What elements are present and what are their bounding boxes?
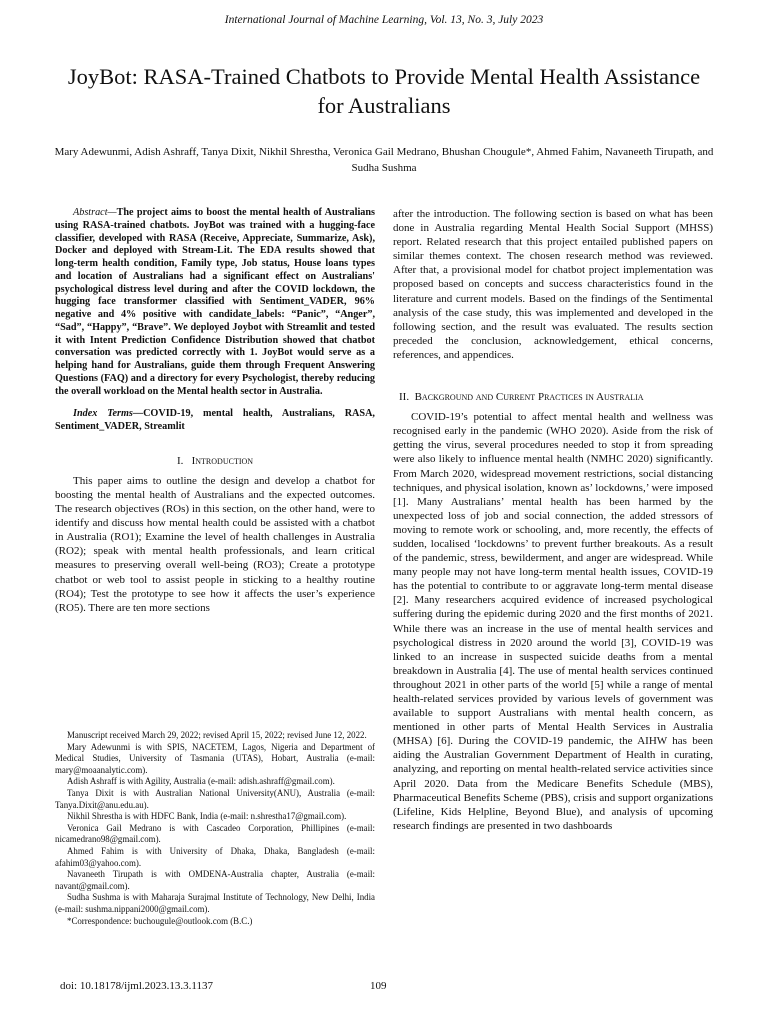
index-terms-text: COVID-19, mental health, Australians, RASA, Sentiment_VADER, Streamlit <box>55 408 375 432</box>
introduction-paragraph: This paper aims to outline the design and develop a chatbot for boosting the mental health of Australians and the expected outcomes. The research objectives (ROs) in this section, on the other hand, were to identify and discuss how mental health could be assisted with a chatbot in Australia (RO1); Examine the level of health challenges in Australia (RO2); speak with mental health professionals, and learn critical measures to preserving overall well-being (RO3); Create a prototype chatbot or web tool to assist people in sticking to a healthy routine (RO4); Test the prototype to see how it affects the user’s experience (RO5). There are ten more sections <box>55 474 375 614</box>
footnote: Sudha Sushma is with Maharaja Surajmal Institute of Technology, New Delhi, India (e-mail: sushma.nippani2000@gmail.com). <box>55 892 375 914</box>
footnote: Mary Adewunmi is with SPIS, NACETEM, Lagos, Nigeria and Department of Medical Studies, University of Tasmania (UTAS), Hobart, Australia (e-mail: mary@moaanalytic.com). <box>55 741 375 775</box>
section-title: Background and Current Practices in Australia <box>414 391 644 404</box>
left-column <box>55 207 375 615</box>
author-list: Mary Adewunmi, Adish Ashraff, Tanya Dixit, Nikhil Shrestha, Veronica Gail Medrano, Bhushan Chougule*, Ahmed Fahim, Navaneeth Tirupath, and Sudha Sushma <box>54 146 714 174</box>
footnote: Nikhil Shrestha is with HDFC Bank, India (e-mail: n.shrestha17@gmail.com). <box>67 811 347 822</box>
abstract-text: The project aims to boost the mental health of Australians using RASA-trained chatbots. JoyBot was trained with a hugging-face classifier, developed with RASA (Receive, Appreciate, Summarize, Ask), Docker and deployed with Stream-Lit. The EDA results showed that long-term health condition, Family type, Job status, House loans types and location of Australians had a significant effect on Australians' psychological distress level during and after the COVID lockdown, the hugging face transformer classified with Sentiment_VADER, 96% negative and 4% positive with candidate_labels: “Panic”, “Anger”, “Sad”, “Happy”, “Brave”. We deployed Joybot with Streamlit and tested it with Intent Prediction Confidence Distribution showed that chatbot conversation was predicted correctly with 1. JoyBot would serve as a helping hand for Australians, guide them through Frequent Answering Questions (FAQ) and a directory for every Psychologist, thereby reducing the overall workload on the Mental health sector in Australia. <box>55 207 375 397</box>
abstract <box>55 207 375 398</box>
section-title: Introduction <box>191 454 254 467</box>
section-heading-introduction <box>55 454 375 468</box>
footnote: Veronica Gail Medrano is with Cascadeo Corporation, Phillipines (e-mail: nicamedrano98@gmail.com). <box>55 822 375 845</box>
right-column <box>393 207 713 833</box>
abstract-lead: Abstract— <box>73 207 117 218</box>
background-paragraph: COVID-19’s potential to affect mental health and wellness was recognised early in the pandemic (WHO 2020). Aside from the risk of getting the virus, several procedures needed to stop it from spreading were also likely to influence mental health (NMHC 2020) significantly. From March 2020, widespread movement restrictions, social distancing techniques, and physical isolation, known as’ lockdowns,’ were imposed [1]. Many Australians’ mental health has been harmed by the unexpected loss of job and social connection, the added stressors of moving to remote work or schooling, and, more recently, the effects of sudden, localised ‘lockdowns’ to prevent further breakouts. As a result of the pandemic, stress, bewilderment, and anger are widespread. While many people may not have long-term mental health issues, COVID-19 has the potential to contribute to or aggravate long-term mental disease [2]. Many researchers acquired evidence of increased psychological suffering during the epidemic during 2020 and the first months of 2021. While there was an increase in the use of mental health services and psychological distress in 2020 around the world [3], COVID-19 was linked to an increase in suspected suicide deaths from a mental breakdown in Australia [4]. The use of mental health services continued throughout 2021 in other parts of the world [5] while a range of mental health-related services provided by various levels of government was available to support Australians with mental health concern, as mentioned in other parts of Mental Health Services in Australia (MHSA) [6]. During the COVID-19 pandemic, the AIHW has been aiding the Australian Government Department of Health in curating, analyzing, and reporting on mental health-related service activities since April 2020. Data from the Medicare Benefits Schedule (MBS), Pharmaceutical Benefits Scheme (PBS), crisis and support organizations (Lifeline, Kids Helpline, Beyond Blue), and analysis of upcoming research findings are presented in two dashboards <box>393 411 713 832</box>
index-terms-lead: Index Terms— <box>73 408 144 420</box>
footnote: Tanya Dixit is with Australian National University(ANU), Australia (e-mail: Tanya.Dixit@anu.edu.au). <box>55 787 375 810</box>
section-number: II. <box>399 391 410 404</box>
page-number: 109 <box>370 980 387 992</box>
footnote: Manuscript received March 29, 2022; revised April 15, 2022; revised June 12, 2022. <box>67 730 367 740</box>
footnote: *Correspondence: buchougule@outlook.com (B.C.) <box>67 915 253 926</box>
footnote: Ahmed Fahim is with University of Dhaka, Dhaka, Bangladesh (e-mail: afahim03@yahoo.com). <box>55 845 375 868</box>
doi: doi: 10.18178/ijml.2023.13.3.1137 <box>60 980 213 992</box>
journal-header: International Journal of Machine Learning, Vol. 13, No. 3, July 2023 <box>224 14 544 26</box>
introduction-continued: after the introduction. The following section is based on what has been done in Australia regarding Mental Health Social Support (MHSS) report. Related research that this project entailed published papers on similar themes context. The chosen research method was reviewed. After that, a provisional model for chatbot project implementation was proposed based on concepts and success characteristics found in the literature and current models. Based on the findings of the Sentimental analysis of the case study, this was implemented and developed in the following section, and the result was evaluated. The results section preceded the conclusion, acknowledgement, ethical concerns, references, and appendices. <box>393 208 713 361</box>
paper-title: JoyBot: RASA-Trained Chatbots to Provide Mental Health Assistance for Australians <box>67 64 701 118</box>
section-heading-background <box>393 390 713 404</box>
section-number: I. <box>176 454 184 467</box>
index-terms <box>55 408 375 434</box>
footnote: Navaneeth Tirupath is with OMDENA-Australia chapter, Australia (e-mail: navant@gmail.com). <box>55 869 375 891</box>
footnote: Adish Ashraff is with Agility, Australia (e-mail: adish.ashraff@gmail.com). <box>67 776 335 787</box>
footnotes <box>55 730 375 927</box>
